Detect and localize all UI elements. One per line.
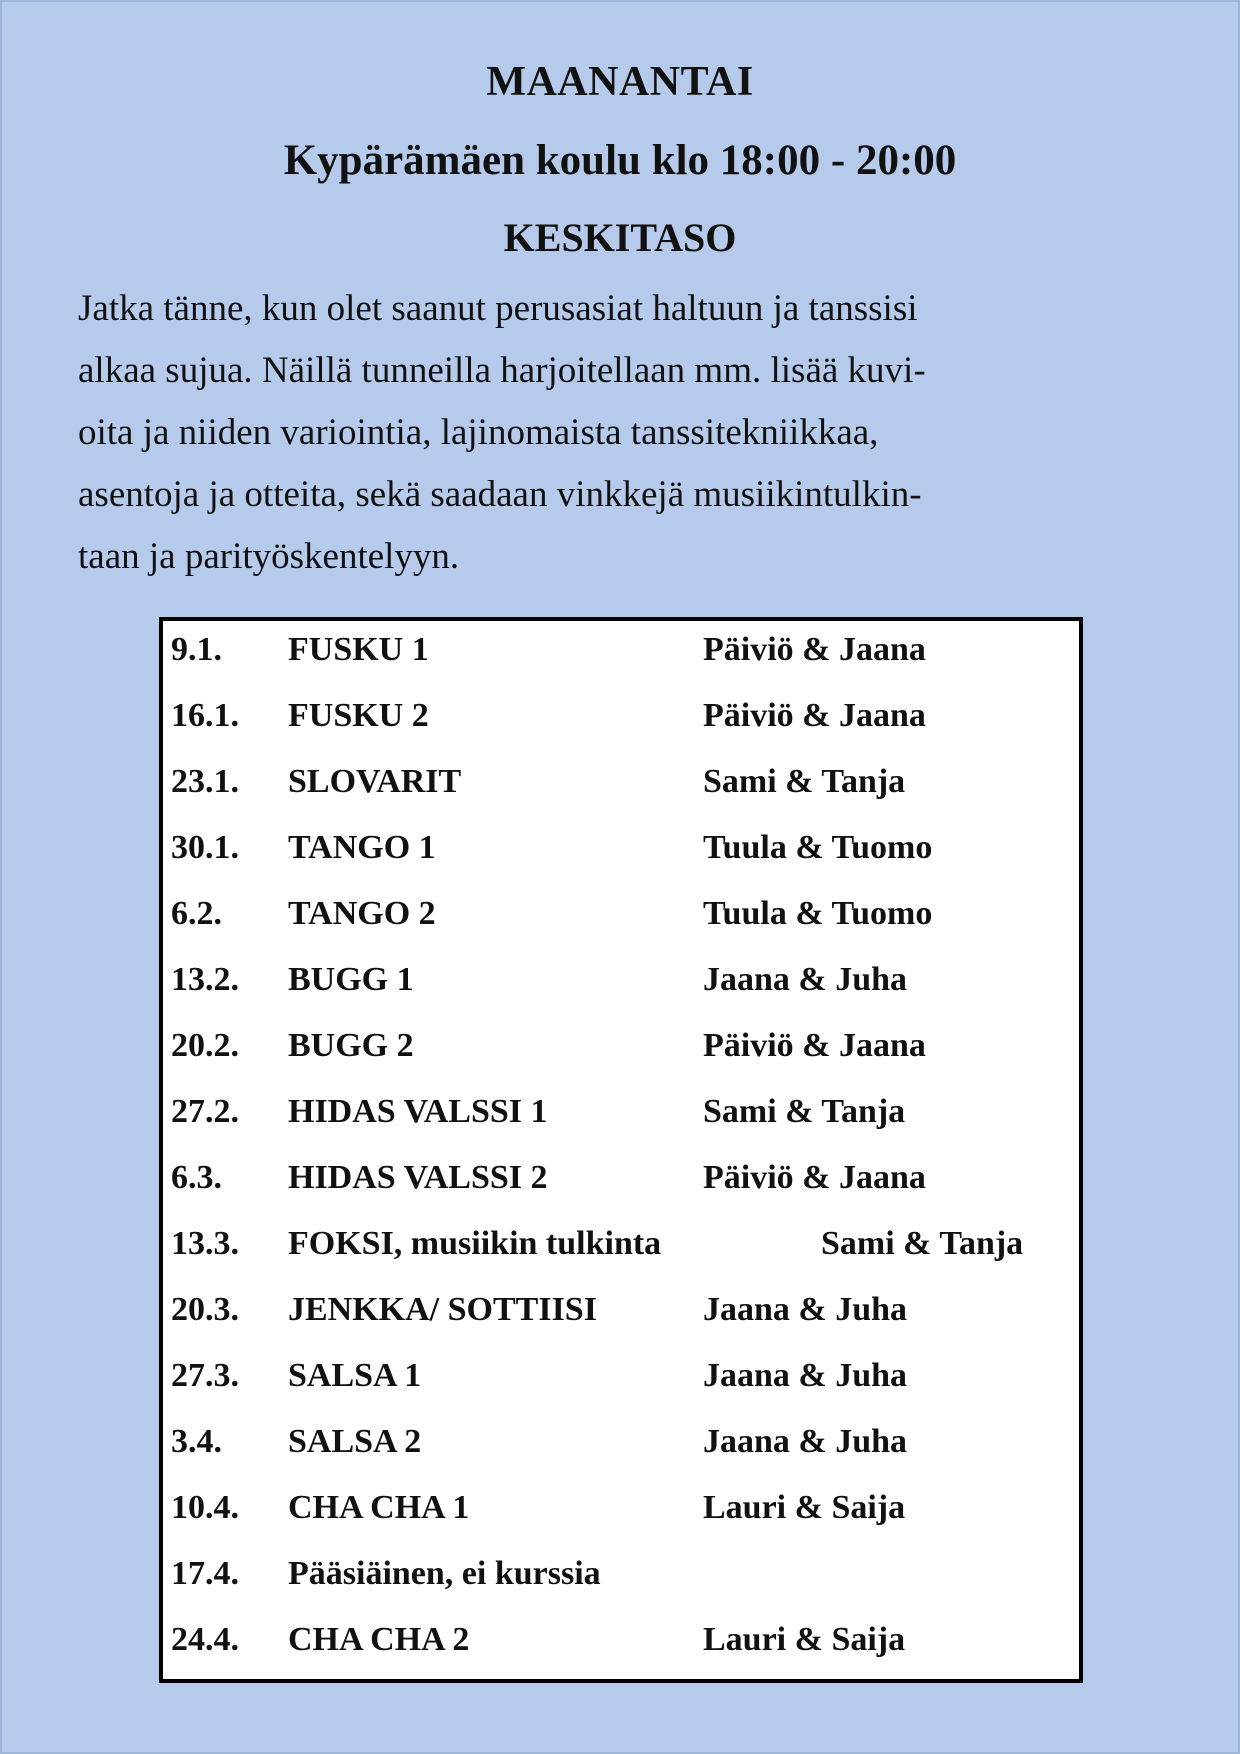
schedule-row <box>163 621 1079 687</box>
row-teachers: Päiviö & Jaana <box>703 1159 926 1196</box>
row-dance: JENKKA/ SOTTIISI <box>288 1291 597 1328</box>
row-dance: CHA CHA 1 <box>288 1489 470 1526</box>
row-teachers: Jaana & Juha <box>703 1357 908 1394</box>
row-date: 13.2. <box>171 961 239 998</box>
level-heading: KESKITASO <box>503 215 737 260</box>
row-teachers: Lauri & Saija <box>703 1621 906 1658</box>
row-dance: BUGG 2 <box>288 1027 414 1064</box>
schedule-row <box>163 1545 1079 1611</box>
row-dance: SALSA 1 <box>288 1357 422 1394</box>
schedule-row <box>163 951 1079 1017</box>
schedule-row <box>163 1149 1079 1215</box>
row-date: 20.3. <box>171 1291 239 1328</box>
row-date: 17.4. <box>171 1555 239 1592</box>
row-teachers: Lauri & Saija <box>703 1489 906 1526</box>
schedule-row <box>163 1413 1079 1479</box>
intro-paragraph <box>78 278 1158 588</box>
intro-line: alkaa sujua. Näillä tunneilla harjoitellaan mm. lisää kuvi- <box>78 350 926 391</box>
row-teachers: Jaana & Juha <box>703 1423 908 1460</box>
intro-line: oita ja niiden variointia, lajinomaista tanssitekniikkaa, <box>78 412 879 453</box>
place-time-heading: Kypärämäen koulu klo 18:00 - 20:00 <box>283 137 957 184</box>
intro-line: taan ja parityöskentelyyn. <box>78 536 460 577</box>
schedule-row <box>163 1215 1079 1281</box>
row-date: 13.3. <box>171 1225 239 1262</box>
row-teachers: Sami & Tanja <box>703 1093 906 1130</box>
row-dance: HIDAS VALSSI 2 <box>288 1159 548 1196</box>
row-date: 16.1. <box>171 697 239 734</box>
row-teachers: Päiviö & Jaana <box>703 1027 926 1064</box>
row-date: 20.2. <box>171 1027 239 1064</box>
row-teachers: Sami & Tanja <box>703 763 906 800</box>
schedule-row <box>163 1479 1079 1545</box>
schedule-row <box>163 1347 1079 1413</box>
row-dance: FOKSI, musiikin tulkinta <box>288 1225 662 1262</box>
schedule-row <box>163 885 1079 951</box>
row-date: 9.1. <box>171 631 222 668</box>
row-dance: SLOVARIT <box>288 763 462 800</box>
row-date: 3.4. <box>171 1423 222 1460</box>
schedule-table <box>159 617 1083 1683</box>
row-dance: Pääsiäinen, ei kurssia <box>288 1555 601 1592</box>
row-dance: BUGG 1 <box>288 961 414 998</box>
row-date: 24.4. <box>171 1621 239 1658</box>
row-dance: TANGO 2 <box>288 895 436 932</box>
row-date: 23.1. <box>171 763 239 800</box>
row-dance: FUSKU 2 <box>288 697 429 734</box>
row-date: 10.4. <box>171 1489 239 1526</box>
row-teachers: Jaana & Juha <box>703 1291 908 1328</box>
row-date: 27.3. <box>171 1357 239 1394</box>
schedule-row <box>163 819 1079 885</box>
row-teachers: Päiviö & Jaana <box>703 697 926 734</box>
schedule-row <box>163 1083 1079 1149</box>
intro-line: Jatka tänne, kun olet saanut perusasiat haltuun ja tanssisi <box>78 288 918 329</box>
row-date: 27.2. <box>171 1093 239 1130</box>
row-dance: TANGO 1 <box>288 829 436 866</box>
row-teachers: Sami & Tanja <box>821 1225 1024 1262</box>
intro-line: asentoja ja otteita, sekä saadaan vinkkejä musiikintulkin- <box>78 474 922 515</box>
row-dance: HIDAS VALSSI 1 <box>288 1093 548 1130</box>
row-teachers: Tuula & Tuomo <box>703 895 933 932</box>
schedule-row <box>163 687 1079 753</box>
row-teachers: Jaana & Juha <box>703 961 908 998</box>
schedule-row <box>163 1281 1079 1347</box>
schedule-row <box>163 1017 1079 1083</box>
row-dance: FUSKU 1 <box>288 631 429 668</box>
row-teachers: Päiviö & Jaana <box>703 631 926 668</box>
row-date: 6.2. <box>171 895 222 932</box>
row-dance: SALSA 2 <box>288 1423 422 1460</box>
day-heading: MAANANTAI <box>486 59 754 105</box>
schedule-row <box>163 753 1079 819</box>
row-date: 30.1. <box>171 829 239 866</box>
schedule-row <box>163 1611 1079 1677</box>
row-dance: CHA CHA 2 <box>288 1621 470 1658</box>
row-teachers: Tuula & Tuomo <box>703 829 933 866</box>
row-date: 6.3. <box>171 1159 222 1196</box>
